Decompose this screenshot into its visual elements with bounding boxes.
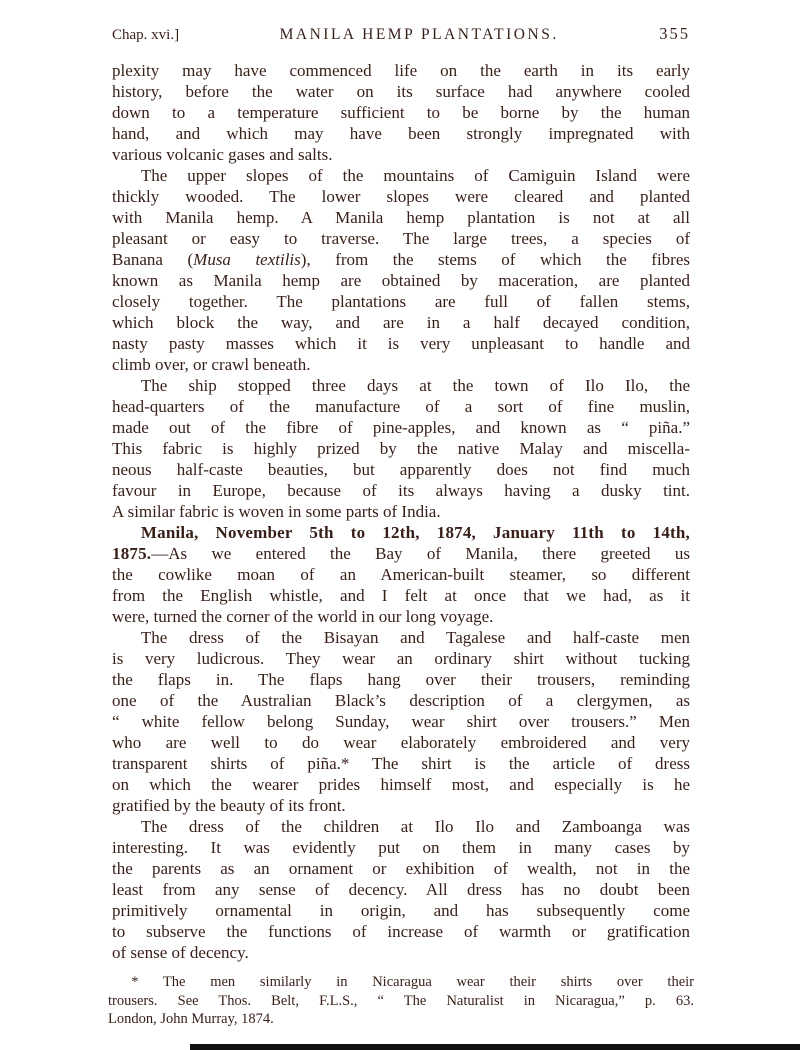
text-line [112, 585, 690, 606]
text-line [112, 837, 690, 858]
text-run: gratified by the beauty of its front. [112, 796, 346, 815]
text-run: climb over, or crawl beneath. [112, 355, 311, 374]
text-run: trousers. See Thos. Belt, F.L.S., “ The Naturalist in Nicaragua,” p. 63. [108, 992, 694, 1009]
text-line [112, 921, 690, 942]
scan-artifact-bar [190, 1044, 800, 1050]
text-run: hand, and which may have been strongly impregnated with [112, 124, 690, 143]
paragraph [112, 375, 690, 522]
footnote [108, 973, 694, 1029]
text-run: 1875. [112, 544, 152, 563]
text-run: head-quarters of the manufacture of a sort of fine muslin, [112, 397, 690, 416]
text-run: is very ludicrous. They wear an ordinary shirt without tucking [112, 649, 690, 668]
text-line [112, 606, 690, 627]
text-line [112, 207, 690, 228]
text-run: —As we entered the Bay of Manila, there greeted us [151, 544, 690, 563]
text-run: history, before the water on its surface had anywhere cooled [112, 82, 690, 101]
text-line [112, 816, 690, 837]
text-line [108, 992, 694, 1011]
text-line [112, 753, 690, 774]
text-line [112, 501, 690, 522]
text-run: Banana ( [112, 250, 194, 269]
text-run: The dress of the Bisayan and Tagalese and half-caste men [140, 628, 690, 647]
text-line [112, 564, 690, 585]
text-line [112, 123, 690, 144]
text-run: pleasant or easy to traverse. The large trees, a species of [112, 229, 690, 248]
text-run: The ship stopped three days at the town of Ilo Ilo, the [140, 376, 690, 395]
text-line [112, 858, 690, 879]
text-line [112, 795, 690, 816]
text-line [112, 690, 690, 711]
text-run: the cowlike moan of an American-built steamer, so different [112, 565, 690, 584]
body-text [112, 60, 690, 963]
text-run: the parents as an ornament or exhibition of wealth, not in the [112, 859, 690, 878]
text-run: plexity may have commenced life on the earth in its early [112, 61, 690, 80]
text-line [112, 375, 690, 396]
page-number: 355 [659, 24, 690, 43]
text-line [112, 333, 690, 354]
text-line [112, 60, 690, 81]
chapter-label: Chap. xvi.] [112, 27, 180, 43]
text-run: who are well to do wear elaborately embroidered and very [112, 733, 690, 752]
text-run: ), from the stems of which the fibres [300, 250, 690, 269]
text-run: favour in Europe, because of its always having a dusky tint. [112, 481, 690, 500]
text-line [112, 186, 690, 207]
text-run: This fabric is highly prized by the native Malay and miscella- [112, 439, 690, 458]
text-run: the flaps in. The flaps hang over their trousers, reminding [112, 670, 690, 689]
text-run: A similar fabric is woven in some parts of India. [112, 502, 441, 521]
text-run: The dress of the children at Ilo Ilo and Zamboanga was [140, 817, 690, 836]
text-line [112, 270, 690, 291]
text-run: were, turned the corner of the world in our long voyage. [112, 607, 494, 626]
text-run: The upper slopes of the mountains of Camiguin Island were [140, 166, 690, 185]
text-run: “ white fellow belong Sunday, wear shirt over trousers.” Men [112, 712, 690, 731]
text-line [112, 942, 690, 963]
text-run: with Manila hemp. A Manila hemp plantation is not at all [112, 208, 690, 227]
text-line [112, 732, 690, 753]
text-run: down to a temperature sufficient to be borne by the human [112, 103, 690, 122]
text-run: primitively ornamental in origin, and has subsequently come [112, 901, 690, 920]
text-line [108, 973, 694, 992]
text-run: interesting. It was evidently put on them in many cases by [112, 838, 690, 857]
text-line [112, 249, 690, 270]
text-run: one of the Australian Black’s description of a clergymen, as [112, 691, 690, 710]
text-run: from the English whistle, and I felt at once that we had, as it [112, 586, 690, 605]
text-run: least from any sense of decency. All dress has no doubt been [112, 880, 690, 899]
text-line [112, 774, 690, 795]
text-line [112, 648, 690, 669]
text-run: Manila, November 5th to 12th, 1874, January 11th to 14th, [140, 523, 690, 542]
text-line [112, 543, 690, 564]
text-run: nasty pasty masses which it is very unpleasant to handle and [112, 334, 690, 353]
text-run: known as Manila hemp are obtained by maceration, are planted [112, 271, 690, 290]
text-line [112, 711, 690, 732]
text-line [112, 354, 690, 375]
text-line [112, 165, 690, 186]
paragraph [112, 60, 690, 165]
paragraph [112, 627, 690, 816]
paragraph [112, 522, 690, 627]
text-line [112, 102, 690, 123]
text-line [112, 459, 690, 480]
text-line [112, 669, 690, 690]
text-run: Musa textilis [193, 250, 301, 269]
text-line [112, 438, 690, 459]
text-line [112, 627, 690, 648]
text-run: transparent shirts of piña.* The shirt is the article of dress [112, 754, 690, 773]
text-line [112, 417, 690, 438]
text-line [112, 900, 690, 921]
text-line [112, 228, 690, 249]
text-line [112, 480, 690, 501]
text-run: various volcanic gases and salts. [112, 145, 333, 164]
text-run: made out of the fibre of pine-apples, and known as “ piña.” [112, 418, 690, 437]
text-run: * The men similarly in Nicaragua wear their shirts over their [131, 974, 694, 990]
text-line [112, 522, 690, 543]
paragraph [112, 816, 690, 963]
text-run: closely together. The plantations are full of fallen stems, [112, 292, 690, 311]
text-run: to subserve the functions of increase of warmth or gratification [112, 922, 690, 941]
text-line [112, 81, 690, 102]
text-line [112, 312, 690, 333]
text-run: on which the wearer prides himself most, and especially is he [112, 775, 690, 794]
text-run: London, John Murray, 1874. [108, 1011, 274, 1027]
paragraph [112, 165, 690, 375]
text-run: thickly wooded. The lower slopes were cleared and planted [112, 187, 690, 206]
text-run: neous half-caste beauties, but apparently does not find much [112, 460, 690, 479]
text-run: which block the way, and are in a half decayed condition, [112, 313, 690, 332]
running-title: MANILA HEMP PLANTATIONS. [279, 26, 559, 43]
text-line [112, 291, 690, 312]
text-line [112, 144, 690, 165]
text-run: of sense of decency. [112, 943, 249, 962]
text-line [108, 1010, 694, 1029]
page-header [112, 24, 690, 44]
text-line [112, 396, 690, 417]
text-line [112, 879, 690, 900]
